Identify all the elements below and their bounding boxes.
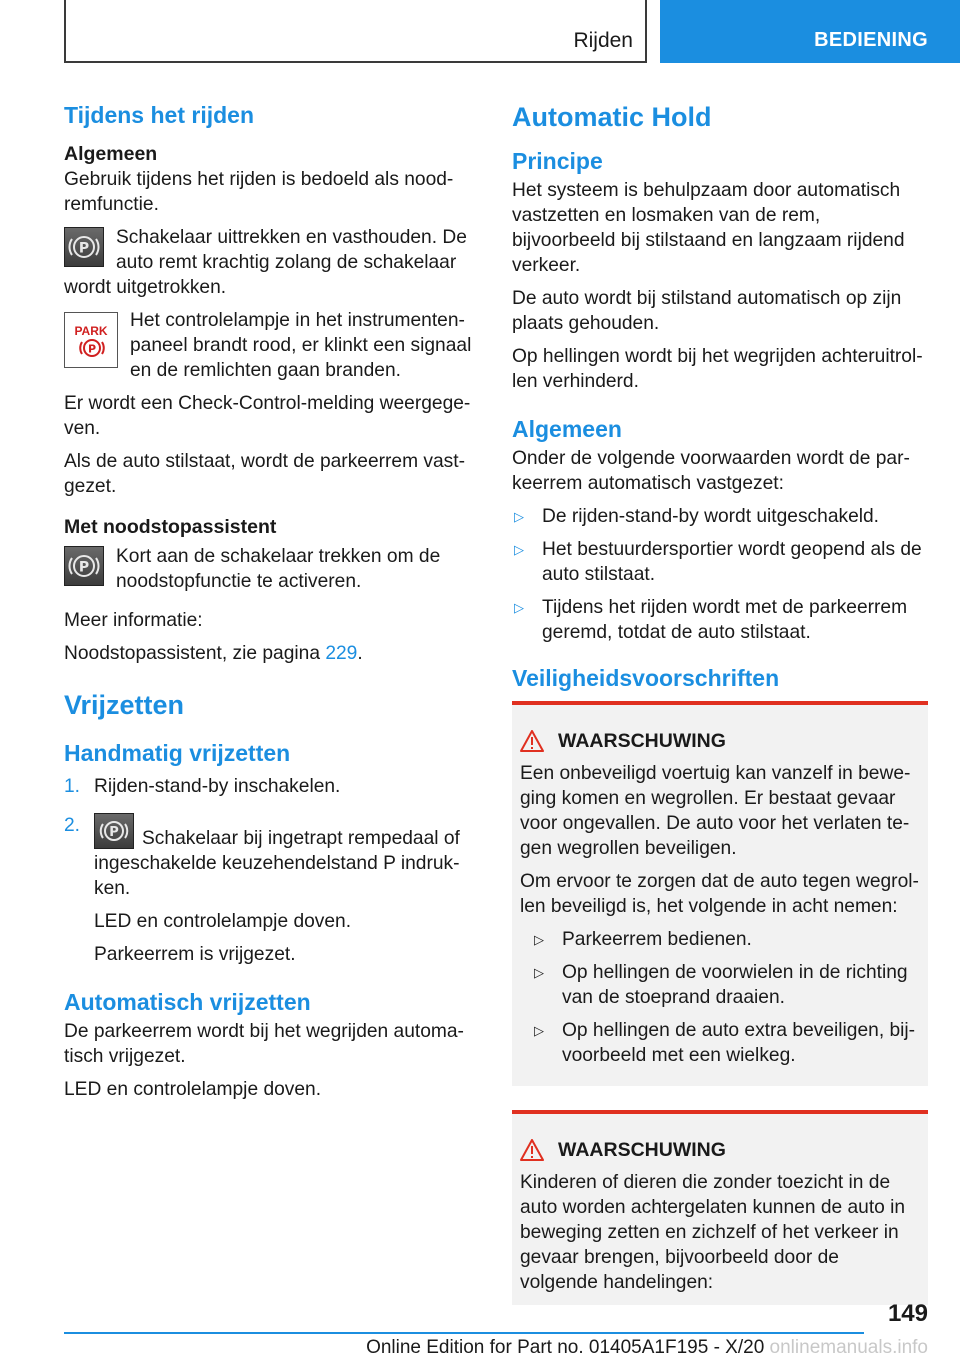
warning-title-text: WAARSCHUWING <box>558 730 726 752</box>
list-item <box>520 1018 920 1068</box>
list-item <box>512 504 928 529</box>
header-section-title: Rijden <box>573 29 633 52</box>
heading-principle: Principe <box>512 148 603 174</box>
para-principle-2: De auto wordt bij stilstand automatisch op zijn plaats gehouden. <box>512 288 902 334</box>
manual-release-steps <box>64 774 476 967</box>
list-item <box>520 960 920 1010</box>
warning-list <box>520 927 920 1068</box>
list-item <box>520 927 920 952</box>
para-principle-1: Het systeem is behulpzaam door automatisch vastzetten en losmaken van de rem, bijvoorbeeld bij stilstaand en langzaam rijdend verkeer. <box>512 180 905 276</box>
para-indicator-text: Het controlelampje in het instrumenten-paneel brandt rood, er klinkt een signaal en de remlichten gaan branden. <box>130 310 472 381</box>
step-item <box>64 813 476 967</box>
warning-para: Om ervoor te zorgen dat de auto tegen wegrol-len beveiligd is, het volgende in acht nemen: <box>520 871 919 917</box>
triangle-bullet-icon: ▷ <box>534 965 544 980</box>
para-led: LED en controlelampje doven. <box>64 1079 322 1100</box>
triangle-bullet-icon: ▷ <box>534 1023 544 1038</box>
svg-text:P: P <box>109 825 119 840</box>
step-item <box>64 774 476 799</box>
para-conditions-intro: Onder de volgende voorwaarden wordt de par-keerrem automatisch vastgezet: <box>512 448 910 494</box>
list-item-text: De rijden-stand-by wordt uitgeschakeld. <box>542 506 880 527</box>
para-more-info: Meer informatie: <box>64 610 203 631</box>
step-number: 1. <box>64 776 81 797</box>
list-item-text: Op hellingen de auto extra beveiligen, bij-voorbeeld met een wielkeg. <box>562 1020 916 1066</box>
heading-general: Algemeen <box>64 143 158 165</box>
heading-auto-release: Automatisch vrijzetten <box>64 989 311 1015</box>
triangle-bullet-icon: ▷ <box>514 542 524 557</box>
triangle-bullet-icon: ▷ <box>514 600 524 615</box>
para-principle-3: Op hellingen wordt bij het wegrijden achteruitrol-len verhinderd. <box>512 346 923 392</box>
heading-automatic-hold: Automatic Hold <box>512 102 712 132</box>
warning-box <box>512 701 928 1086</box>
step-result: Parkeerrem is vrijgezet. <box>94 944 296 965</box>
para-general: Gebruik tijdens het rijden is bedoeld als nood-remfunctie. <box>64 169 454 215</box>
step-number: 2. <box>64 815 81 836</box>
warning-title <box>520 1138 920 1162</box>
heading-emergency: Met noodstopassistent <box>64 516 277 538</box>
step-text: Schakelaar bij ingetrapt rempedaal of ingeschakelde keuzehendelstand P indruk-ken. <box>94 828 460 899</box>
warning-box <box>512 1110 928 1305</box>
left-column <box>64 100 476 1110</box>
warning-para: Een onbeveiligd voertuig kan vanzelf in bewe-ging komen en wegrollen. Er bestaat gevaar voor ongevallen. De auto voor het verlaten te-gen wegrollen beveiligen. <box>520 763 911 859</box>
footer-edition <box>0 1337 928 1359</box>
warning-para: Kinderen of dieren die zonder toezicht in de auto worden achtergelaten kunnen de auto in beweging zetten en zichzelf of het verkeer in gevaar brengen, bijvoorbeeld door de volgende handelingen: <box>520 1172 906 1293</box>
warning-title-text: WAARSCHUWING <box>558 1139 726 1161</box>
park-indicator-label: PARK <box>74 324 108 338</box>
para-indicator-lamp <box>64 308 476 383</box>
para-auto-release: De parkeerrem wordt bij het wegrijden automa-tisch vrijgezet. <box>64 1021 464 1067</box>
footer-divider <box>64 1332 864 1334</box>
warning-triangle-icon <box>520 730 544 752</box>
park-indicator-icon <box>64 312 118 368</box>
list-item-text: Parkeerrem bedienen. <box>562 929 752 950</box>
triangle-bullet-icon: ▷ <box>534 932 544 947</box>
para-emergency <box>64 544 476 594</box>
list-item-text: Het bestuurdersportier wordt geopend als de auto stilstaat. <box>542 539 922 585</box>
parking-brake-switch-icon <box>94 813 134 849</box>
list-item <box>512 537 928 587</box>
heading-manual-release: Handmatig vrijzetten <box>64 740 291 766</box>
list-item <box>512 595 928 645</box>
heading-release: Vrijzetten <box>64 690 185 720</box>
list-item-text: Tijdens het rijden wordt met de parkeerrem geremd, totdat de auto stilstaat. <box>542 597 908 643</box>
reference-suffix: . <box>357 643 363 664</box>
step-text: Rijden-stand-by inschakelen. <box>94 776 341 797</box>
svg-text:P: P <box>78 240 90 257</box>
footer-watermark: onlinemanuals.info <box>769 1337 928 1358</box>
footer-edition-text: Online Edition for Part no. 01405A1F195 - X/20 <box>366 1337 765 1358</box>
header-chapter-tab <box>660 0 960 63</box>
svg-text:P: P <box>78 559 90 576</box>
para-pull-switch <box>64 225 476 300</box>
conditions-list <box>512 504 928 645</box>
list-item-text: Op hellingen de voorwielen in de richting van de stoeprand draaien. <box>562 962 908 1008</box>
warning-triangle-icon <box>520 1139 544 1161</box>
right-column <box>512 100 928 1329</box>
para-check-control: Er wordt een Check-Control-melding weergege-ven. <box>64 393 471 439</box>
reference-text: Noodstopassistent, zie pagina <box>64 643 326 664</box>
para-reference <box>64 641 476 666</box>
warning-title <box>520 729 920 753</box>
heading-driving: Tijdens het rijden <box>64 102 254 128</box>
para-standstill: Als de auto stilstaat, wordt de parkeerrem vast-gezet. <box>64 451 465 497</box>
para-pull-text: Schakelaar uittrekken en vasthouden. De auto remt krachtig zolang de schakelaar wordt uitgetrokken. <box>64 227 467 298</box>
parking-brake-switch-icon <box>64 546 104 586</box>
triangle-bullet-icon: ▷ <box>514 509 524 524</box>
parking-brake-switch-icon <box>64 227 104 267</box>
header-section-box <box>64 0 647 63</box>
step-result: LED en controlelampje doven. <box>94 911 352 932</box>
heading-safety: Veiligheidsvoorschriften <box>512 665 780 691</box>
heading-general: Algemeen <box>512 416 622 442</box>
svg-text:P: P <box>87 342 97 356</box>
header-chapter-title: BEDIENING <box>814 29 928 51</box>
reference-page-link[interactable]: 229 <box>325 643 358 664</box>
para-emergency-text: Kort aan de schakelaar trekken om de noodstopfunctie te activeren. <box>116 546 441 592</box>
page-number: 149 <box>887 1300 928 1327</box>
